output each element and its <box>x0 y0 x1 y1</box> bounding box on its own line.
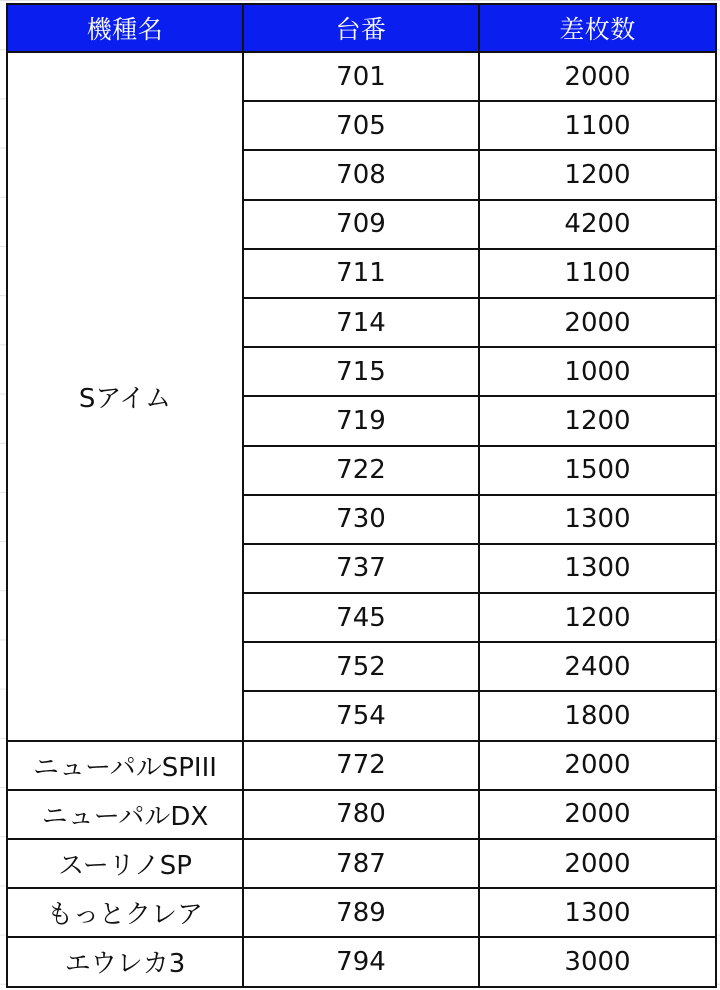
machine-number-cell[interactable]: 745 <box>243 593 479 642</box>
model-name-cell[interactable]: ニューパルSPIII <box>7 741 243 790</box>
machine-number-cell[interactable]: 715 <box>243 347 479 396</box>
coin-difference-cell[interactable]: 2000 <box>479 839 716 888</box>
coin-difference-cell[interactable]: 1100 <box>479 101 716 150</box>
machine-number-cell[interactable]: 711 <box>243 249 479 298</box>
coin-difference-cell[interactable]: 1300 <box>479 495 716 544</box>
header-coin-difference[interactable]: 差枚数 <box>479 4 716 52</box>
coin-difference-cell[interactable]: 1200 <box>479 150 716 199</box>
coin-difference-cell[interactable]: 4200 <box>479 200 716 249</box>
table-row <box>7 790 716 839</box>
coin-difference-cell[interactable]: 2000 <box>479 741 716 790</box>
model-name-cell[interactable]: もっとクレア <box>7 888 243 937</box>
header-row <box>7 4 716 52</box>
coin-difference-cell[interactable]: 1800 <box>479 691 716 740</box>
coin-difference-cell[interactable]: 1200 <box>479 593 716 642</box>
coin-difference-cell[interactable]: 3000 <box>479 937 716 986</box>
coin-difference-cell[interactable]: 2400 <box>479 642 716 691</box>
table-header <box>7 4 716 52</box>
coin-difference-cell[interactable]: 1200 <box>479 396 716 445</box>
model-name-cell[interactable]: Sアイム <box>7 52 243 741</box>
machine-number-cell[interactable]: 754 <box>243 691 479 740</box>
machine-number-cell[interactable]: 772 <box>243 741 479 790</box>
machine-number-cell[interactable]: 722 <box>243 446 479 495</box>
coin-difference-cell[interactable]: 2000 <box>479 298 716 347</box>
coin-difference-cell[interactable]: 1300 <box>479 888 716 937</box>
coin-difference-cell[interactable]: 1500 <box>479 446 716 495</box>
coin-difference-cell[interactable]: 2000 <box>479 790 716 839</box>
coin-difference-cell[interactable]: 1100 <box>479 249 716 298</box>
header-machine-number[interactable]: 台番 <box>243 4 479 52</box>
machine-number-cell[interactable]: 709 <box>243 200 479 249</box>
table-row <box>7 839 716 888</box>
model-name-cell[interactable]: ニューパルDX <box>7 790 243 839</box>
machine-number-cell[interactable]: 752 <box>243 642 479 691</box>
table-row <box>7 52 716 101</box>
machine-number-cell[interactable]: 708 <box>243 150 479 199</box>
machine-number-cell[interactable]: 780 <box>243 790 479 839</box>
table-row <box>7 741 716 790</box>
machine-number-cell[interactable]: 705 <box>243 101 479 150</box>
machine-number-cell[interactable]: 730 <box>243 495 479 544</box>
machine-number-cell[interactable]: 737 <box>243 544 479 593</box>
machine-number-cell[interactable]: 787 <box>243 839 479 888</box>
coin-difference-cell[interactable]: 1000 <box>479 347 716 396</box>
machine-number-cell[interactable]: 719 <box>243 396 479 445</box>
model-name-cell[interactable]: スーリノSP <box>7 839 243 888</box>
machine-number-cell[interactable]: 794 <box>243 937 479 986</box>
model-name-cell[interactable]: エウレカ3 <box>7 937 243 986</box>
coin-difference-cell[interactable]: 2000 <box>479 52 716 101</box>
header-model[interactable]: 機種名 <box>7 4 243 52</box>
machine-number-cell[interactable]: 789 <box>243 888 479 937</box>
results-table <box>6 3 717 988</box>
machine-number-cell[interactable]: 714 <box>243 298 479 347</box>
table-row <box>7 937 716 986</box>
coin-difference-cell[interactable]: 1300 <box>479 544 716 593</box>
table-body <box>7 52 716 987</box>
table-row <box>7 888 716 937</box>
machine-number-cell[interactable]: 701 <box>243 52 479 101</box>
